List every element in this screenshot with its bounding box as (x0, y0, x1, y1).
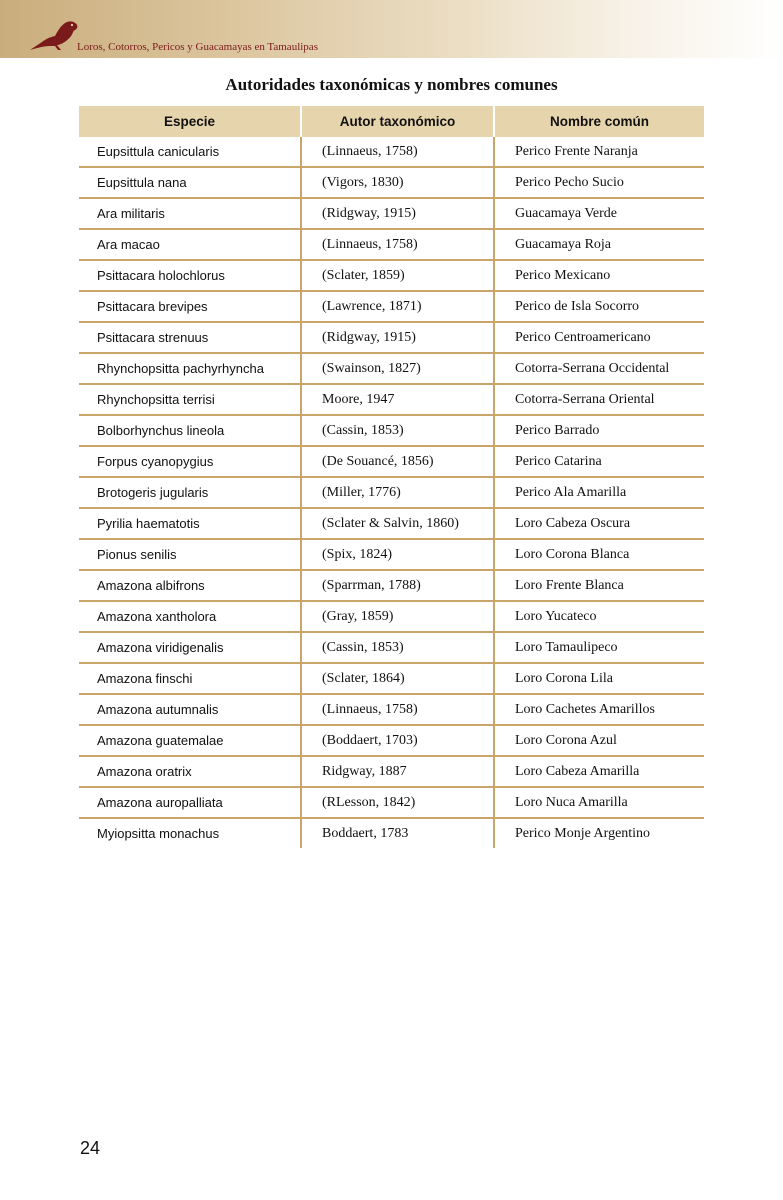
species-cell: Rhynchopsitta terrisi (79, 384, 301, 415)
common-name-cell: Perico Mexicano (494, 260, 704, 291)
species-cell: Amazona viridigenalis (79, 632, 301, 663)
species-cell: Amazona oratrix (79, 756, 301, 787)
species-cell: Brotogeris jugularis (79, 477, 301, 508)
table-row (79, 539, 704, 570)
table-row (79, 601, 704, 632)
species-cell: Myiopsitta monachus (97, 826, 220, 841)
table-row (79, 570, 704, 601)
common-name-cell: Loro Corona Blanca (494, 539, 704, 570)
common-name-cell: Loro Nuca Amarilla (494, 787, 704, 818)
common-name-cell: Cotorra-Serrana Occidental (494, 353, 704, 384)
table-row (79, 137, 704, 167)
table-row (79, 694, 704, 725)
table-row (79, 260, 704, 291)
species-cell: Amazona finschi (79, 663, 301, 694)
species-cell: Eupsittula canicularis (79, 137, 301, 167)
table-row (79, 229, 704, 260)
table-row (79, 167, 704, 198)
species-cell: Amazona xantholora (79, 601, 301, 632)
author-cell: (Sclater & Salvin, 1860) (301, 508, 494, 539)
author-cell: (Ridgway, 1915) (301, 198, 494, 229)
common-name-cell: Loro Corona Lila (494, 663, 704, 694)
common-name-cell: Perico Catarina (494, 446, 704, 477)
table-row (79, 725, 704, 756)
species-cell: Pionus senilis (79, 539, 301, 570)
table-row (79, 384, 704, 415)
author-cell: Moore, 1947 (301, 384, 494, 415)
author-cell: (Cassin, 1853) (301, 632, 494, 663)
species-cell: Psittacara strenuus (79, 322, 301, 353)
table-row (79, 477, 704, 508)
species-cell: Forpus cyanopygius (79, 446, 301, 477)
common-name-cell: Perico Centroamericano (494, 322, 704, 353)
table-header-row (79, 106, 704, 137)
species-cell: Bolborhynchus lineola (79, 415, 301, 446)
author-cell: (Cassin, 1853) (301, 415, 494, 446)
common-name-cell: Perico Monje Argentino (494, 818, 704, 848)
author-cell: (Sparrman, 1788) (301, 570, 494, 601)
author-cell: (Boddaert, 1703) (301, 725, 494, 756)
species-table (79, 106, 704, 848)
common-name-cell: Loro Cabeza Amarilla (494, 756, 704, 787)
table-row (79, 446, 704, 477)
author-cell: Boddaert, 1783 (301, 818, 494, 848)
species-cell: Rhynchopsitta pachyrhyncha (79, 353, 301, 384)
common-name-cell: Guacamaya Roja (494, 229, 704, 260)
species-cell: Amazona albifrons (79, 570, 301, 601)
column-header-common-name: Nombre común (494, 106, 704, 137)
species-cell: Amazona auropalliata (79, 787, 301, 818)
species-cell: Ara macao (79, 229, 301, 260)
common-name-cell: Loro Corona Azul (494, 725, 704, 756)
common-name-cell: Loro Frente Blanca (494, 570, 704, 601)
table-row (79, 787, 704, 818)
table-row (79, 322, 704, 353)
common-name-cell: Loro Cabeza Oscura (494, 508, 704, 539)
running-title: Loros, Cotorros, Pericos y Guacamayas en Tamaulipas (77, 41, 318, 53)
table-row (79, 508, 704, 539)
table-row (79, 291, 704, 322)
common-name-cell: Loro Cachetes Amarillos (494, 694, 704, 725)
table-row (79, 415, 704, 446)
table-row (79, 756, 704, 787)
author-cell: (Spix, 1824) (301, 539, 494, 570)
author-cell: (Lawrence, 1871) (301, 291, 494, 322)
common-name-cell: Guacamaya Verde (494, 198, 704, 229)
common-name-cell: Perico Frente Naranja (494, 137, 704, 167)
species-cell: Psittacara holochlorus (79, 260, 301, 291)
table-row (79, 198, 704, 229)
table-row (79, 663, 704, 694)
author-cell: (Gray, 1859) (301, 601, 494, 632)
common-name-cell: Perico Pecho Sucio (494, 167, 704, 198)
common-name-cell: Cotorra-Serrana Oriental (494, 384, 704, 415)
author-cell: (De Souancé, 1856) (301, 446, 494, 477)
common-name-cell: Loro Yucateco (494, 601, 704, 632)
author-cell: (Linnaeus, 1758) (301, 229, 494, 260)
species-cell: Amazona guatemalae (79, 725, 301, 756)
table-title: Autoridades taxonómicas y nombres comunes (225, 75, 558, 94)
common-name-cell: Perico Ala Amarilla (494, 477, 704, 508)
species-cell: Eupsittula nana (79, 167, 301, 198)
author-cell: (Linnaeus, 1758) (301, 694, 494, 725)
species-cell: Psittacara brevipes (79, 291, 301, 322)
column-header-author: Autor taxonómico (301, 106, 494, 137)
author-cell: (Sclater, 1864) (301, 663, 494, 694)
author-cell: (RLesson, 1842) (301, 787, 494, 818)
species-cell: Pyrilia haematotis (79, 508, 301, 539)
table-row (79, 818, 704, 848)
common-name-cell: Perico de Isla Socorro (494, 291, 704, 322)
author-cell: (Linnaeus, 1758) (301, 137, 494, 167)
author-cell: Ridgway, 1887 (301, 756, 494, 787)
author-cell: (Vigors, 1830) (301, 167, 494, 198)
author-cell: (Miller, 1776) (301, 477, 494, 508)
author-cell: (Swainson, 1827) (301, 353, 494, 384)
species-cell: Amazona autumnalis (79, 694, 301, 725)
author-cell: (Ridgway, 1915) (301, 322, 494, 353)
common-name-cell: Perico Barrado (494, 415, 704, 446)
common-name-cell: Loro Tamaulipeco (494, 632, 704, 663)
page-number: 24 (80, 1138, 101, 1158)
table-row (79, 353, 704, 384)
column-header-species: Especie (79, 106, 301, 137)
species-cell: Ara militaris (79, 198, 301, 229)
parrot-silhouette-icon (28, 18, 82, 52)
table-row (79, 632, 704, 663)
author-cell: (Sclater, 1859) (301, 260, 494, 291)
